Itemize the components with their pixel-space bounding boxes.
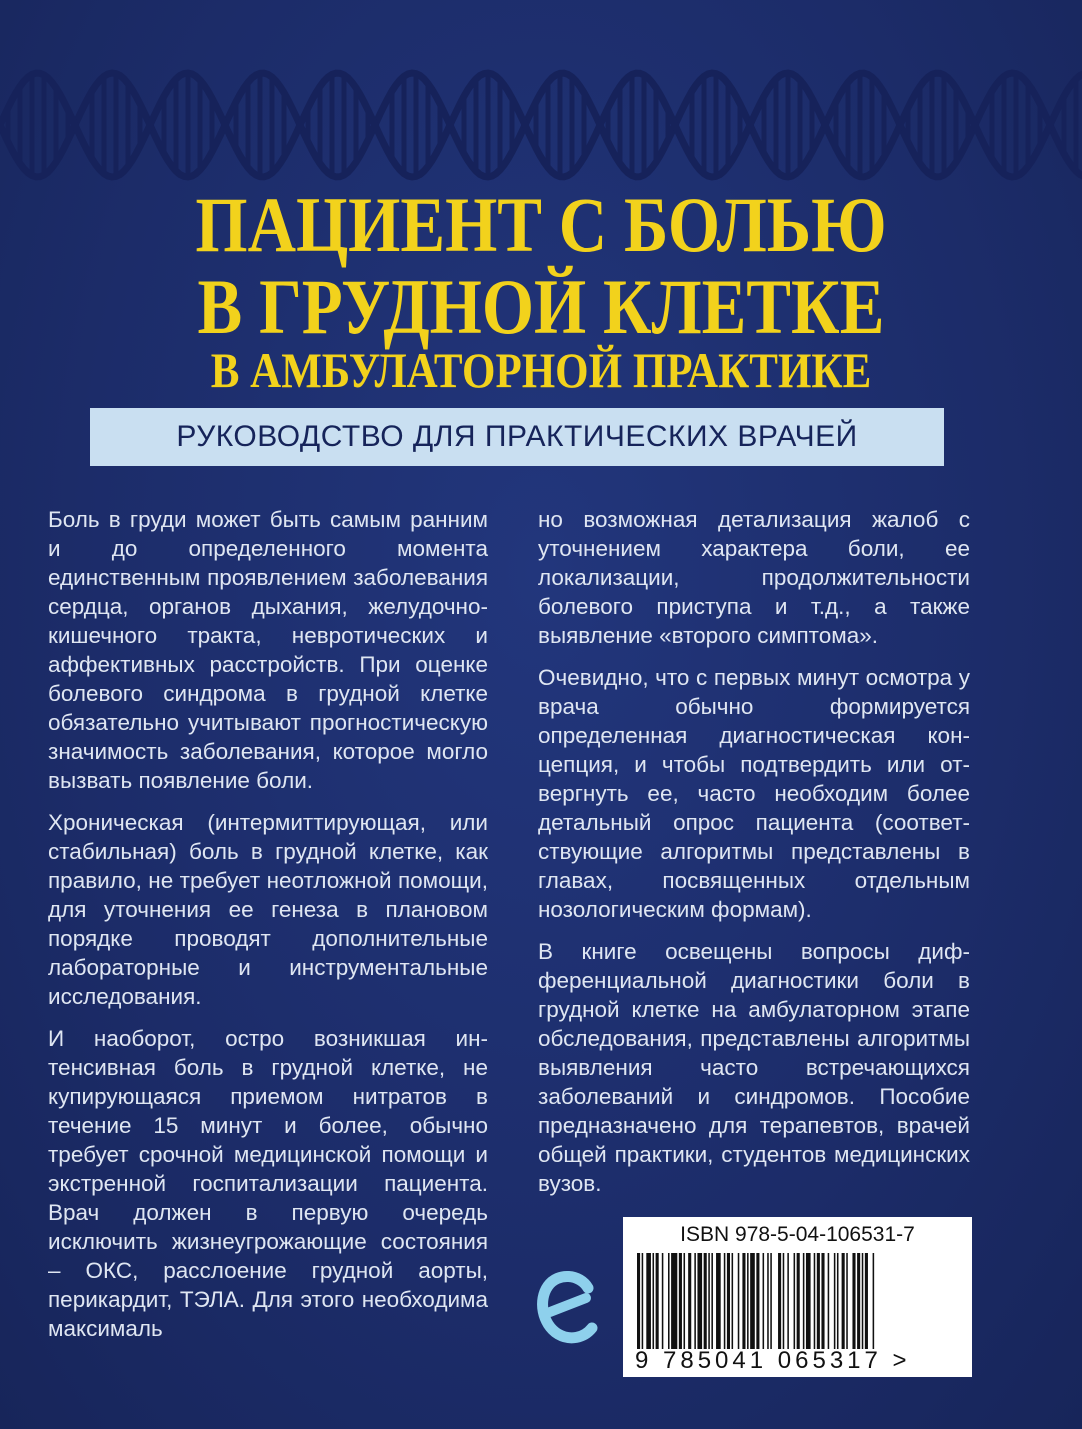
title-line-3: В АМБУЛАТОРНОЙ ПРАКТИКЕ (210, 342, 872, 398)
eksmo-e-logo-icon (536, 1268, 598, 1344)
paragraph: но возможная детализация жалоб с уточнением характера боли, ее локализации, продолжительности болевого приступа и т.д., а также выявление «второго симптома». (538, 507, 970, 648)
subtitle-banner (90, 408, 944, 466)
barcode-bar (716, 1253, 721, 1349)
barcode-bar (852, 1253, 855, 1349)
barcode-bar (803, 1253, 805, 1349)
barcode-bar (873, 1253, 875, 1349)
barcode-bar (767, 1253, 769, 1349)
barcode-bar (770, 1253, 772, 1349)
barcode-bar (862, 1253, 864, 1349)
barcode-bars (637, 1253, 957, 1349)
barcode-bar (817, 1253, 820, 1349)
isbn-text: ISBN 978-5-04-106531-7 (680, 1223, 915, 1246)
description-right-column (538, 505, 970, 1211)
barcode-bar (756, 1253, 759, 1349)
barcode-bar (821, 1253, 824, 1349)
barcode-bar (646, 1253, 651, 1349)
barcode-bar (668, 1253, 670, 1349)
paragraph: Боль в груди может быть самым ранним и до определенного момента единственным проявлением заболевания сердца, органов дыхания, желудочно-кишечного тракта, невротических и аффективных расстройств. При оценке болевого синдрома в грудной клетке обязательно учитывают прогностическую значимость заболевания, которое могло вызвать появление боли. (48, 507, 488, 793)
barcode-bar (656, 1253, 659, 1349)
barcode-bar (688, 1253, 691, 1349)
paragraph: Хроническая (интермиттирующая, или стабильная) боль в грудной клетке, как правило, не требует неотложной помощи, для уточнения ее генеза в плановом порядке проводят дополнительные лабораторные и инструментальные исследования. (48, 810, 488, 1009)
barcode-bar (794, 1253, 796, 1349)
barcode-bar (711, 1253, 713, 1349)
barcode-bar (787, 1253, 789, 1349)
barcode-bar (842, 1253, 845, 1349)
barcode-bar (727, 1253, 730, 1349)
description-left-column (48, 505, 488, 1356)
barcode-bar (671, 1253, 677, 1349)
paragraph: В книге освещены вопросы дифференциальной диагностики боли в грудной клетке на амбулаторном этапе обследования, представлены алгоритмы выявления часто встречающихся заболеваний и синдромов. Пособие предназначено для терапевтов, врачей общей практики, студентов медицинских вузов. (538, 939, 970, 1196)
barcode-bar (783, 1253, 785, 1349)
subtitle-text: РУКОВОДСТВО ДЛЯ ПРАКТИЧЕСКИХ ВРАЧЕЙ (176, 420, 858, 453)
barcode-bar (747, 1253, 749, 1349)
barcode-bar (814, 1253, 816, 1349)
barcode-bar (708, 1253, 710, 1349)
barcode-bar (797, 1253, 800, 1349)
isbn-barcode (623, 1217, 972, 1377)
barcode-bar (694, 1253, 696, 1349)
barcode-bar (704, 1253, 707, 1349)
barcode-bar (662, 1253, 664, 1349)
barcode-bar (742, 1253, 745, 1349)
barcode-bar (738, 1253, 740, 1349)
barcode-bar (846, 1253, 848, 1349)
barcode-bar (806, 1253, 811, 1349)
paragraph: И наоборот, остро возникшая интенсивная боль в грудной клетке, не купирующаяся приемом нитратов в течение 15 минут и более, обычно требует срочной медицинской помощи и экстренной госпитализации пациента. Врач должен в первую очередь исключить жизнеугрожающие состояния – ОКС, расслоение грудной аорты, перикардит, ТЭЛА. Для этого необходима максималь (48, 1026, 488, 1341)
title-line-1: ПАЦИЕНТ С БОЛЬЮ (195, 181, 887, 268)
paragraph: Очевидно, что с первых минут осмотра у врача обычно формируется определенная диагностическая концепция, и чтобы подтвердить или отвергнуть ее, часто необходим более детальный опрос пациента (соответствующие алгоритмы представлены в главах, посвященных отдельным нозологическим формам). (538, 665, 970, 922)
barcode-bar (653, 1253, 655, 1349)
title-line-2: В ГРУДНОЙ КЛЕТКЕ (197, 263, 885, 350)
barcode-bar (732, 1253, 734, 1349)
dna-helix-pattern (0, 60, 1082, 190)
barcode-digits: 9 785041 065317 > (635, 1347, 911, 1374)
barcode-bar (828, 1253, 830, 1349)
barcode-bar (865, 1253, 868, 1349)
barcode-bar (837, 1253, 839, 1349)
barcode-bar (750, 1253, 755, 1349)
barcode-bar (834, 1253, 836, 1349)
barcode-bar (724, 1253, 726, 1349)
barcode-bar (857, 1253, 860, 1349)
barcode-bar (778, 1253, 781, 1349)
barcode-bar (697, 1253, 702, 1349)
barcode-bar (637, 1253, 640, 1349)
barcode-bar (684, 1253, 686, 1349)
barcode-bar (679, 1253, 682, 1349)
barcode-bar (642, 1253, 644, 1349)
barcode-bar (763, 1253, 765, 1349)
